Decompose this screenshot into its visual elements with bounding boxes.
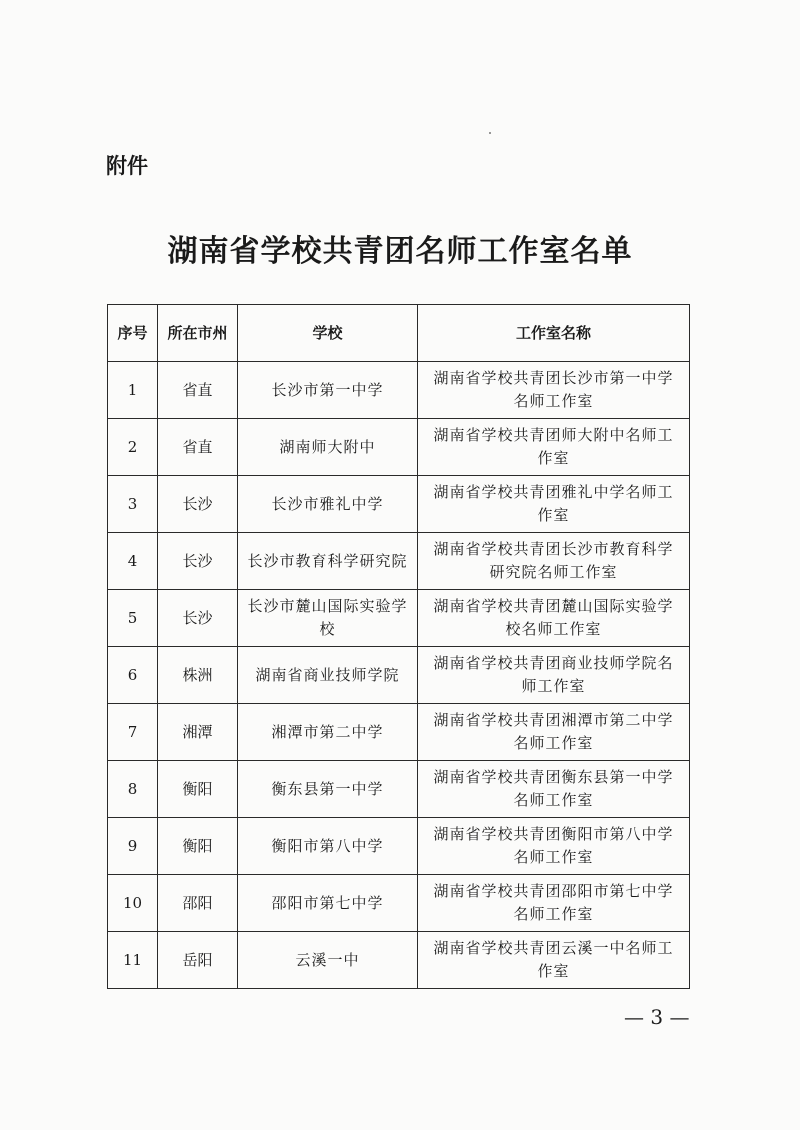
- cell-studio: 湖南省学校共青团长沙市第一中学名师工作室: [418, 362, 690, 419]
- cell-studio: 湖南省学校共青团雅礼中学名师工作室: [418, 476, 690, 533]
- header-city: 所在市州: [158, 305, 238, 362]
- cell-city: 长沙: [158, 533, 238, 590]
- table-row: [108, 818, 690, 875]
- attachment-label: 附件: [106, 154, 148, 178]
- cell-studio: 湖南省学校共青团湘潭市第二中学名师工作室: [418, 704, 690, 761]
- cell-no: 5: [108, 590, 158, 647]
- cell-no: 3: [108, 476, 158, 533]
- cell-studio: 湖南省学校共青团长沙市教育科学研究院名师工作室: [418, 533, 690, 590]
- cell-school: 衡阳市第八中学: [238, 818, 418, 875]
- table-row: [108, 476, 690, 533]
- cell-school: 长沙市雅礼中学: [238, 476, 418, 533]
- table-row: [108, 932, 690, 989]
- cell-studio: 湖南省学校共青团师大附中名师工作室: [418, 419, 690, 476]
- cell-city: 株洲: [158, 647, 238, 704]
- cell-city: 省直: [158, 419, 238, 476]
- page-number: — 3 —: [624, 1005, 690, 1029]
- cell-school: 湖南师大附中: [238, 419, 418, 476]
- cell-school: 长沙市第一中学: [238, 362, 418, 419]
- cell-school: 湖南省商业技师学院: [238, 647, 418, 704]
- cell-school: 湘潭市第二中学: [238, 704, 418, 761]
- table-row: [108, 875, 690, 932]
- cell-city: 长沙: [158, 590, 238, 647]
- header-no: 序号: [108, 305, 158, 362]
- table-row: [108, 362, 690, 419]
- cell-city: 衡阳: [158, 761, 238, 818]
- cell-no: 9: [108, 818, 158, 875]
- cell-studio: 湖南省学校共青团云溪一中名师工作室: [418, 932, 690, 989]
- cell-studio: 湖南省学校共青团衡东县第一中学名师工作室: [418, 761, 690, 818]
- cell-studio: 湖南省学校共青团麓山国际实验学校名师工作室: [418, 590, 690, 647]
- table-row: [108, 704, 690, 761]
- table-row: [108, 590, 690, 647]
- document-title: 湖南省学校共青团名师工作室名单: [167, 234, 633, 269]
- table-row: [108, 533, 690, 590]
- cell-no: 7: [108, 704, 158, 761]
- cell-city: 岳阳: [158, 932, 238, 989]
- header-school: 学校: [238, 305, 418, 362]
- table-row: [108, 761, 690, 818]
- cell-no: 11: [108, 932, 158, 989]
- cell-no: 1: [108, 362, 158, 419]
- cell-school: 长沙市教育科学研究院: [238, 533, 418, 590]
- table-header-row: [108, 305, 690, 362]
- cell-no: 6: [108, 647, 158, 704]
- cell-school: 长沙市麓山国际实验学校: [238, 590, 418, 647]
- cell-no: 4: [108, 533, 158, 590]
- cell-studio: 湖南省学校共青团衡阳市第八中学名师工作室: [418, 818, 690, 875]
- cell-city: 邵阳: [158, 875, 238, 932]
- header-studio: 工作室名称: [418, 305, 690, 362]
- cell-no: 10: [108, 875, 158, 932]
- cell-no: 2: [108, 419, 158, 476]
- cell-no: 8: [108, 761, 158, 818]
- table-row: [108, 419, 690, 476]
- cell-school: 邵阳市第七中学: [238, 875, 418, 932]
- cell-studio: 湖南省学校共青团商业技师学院名师工作室: [418, 647, 690, 704]
- cell-city: 省直: [158, 362, 238, 419]
- cell-city: 衡阳: [158, 818, 238, 875]
- table-row: [108, 647, 690, 704]
- cell-school: 衡东县第一中学: [238, 761, 418, 818]
- cell-city: 湘潭: [158, 704, 238, 761]
- studio-list-table: [107, 304, 690, 989]
- cell-school: 云溪一中: [238, 932, 418, 989]
- cell-studio: 湖南省学校共青团邵阳市第七中学名师工作室: [418, 875, 690, 932]
- speck: [489, 132, 491, 134]
- cell-city: 长沙: [158, 476, 238, 533]
